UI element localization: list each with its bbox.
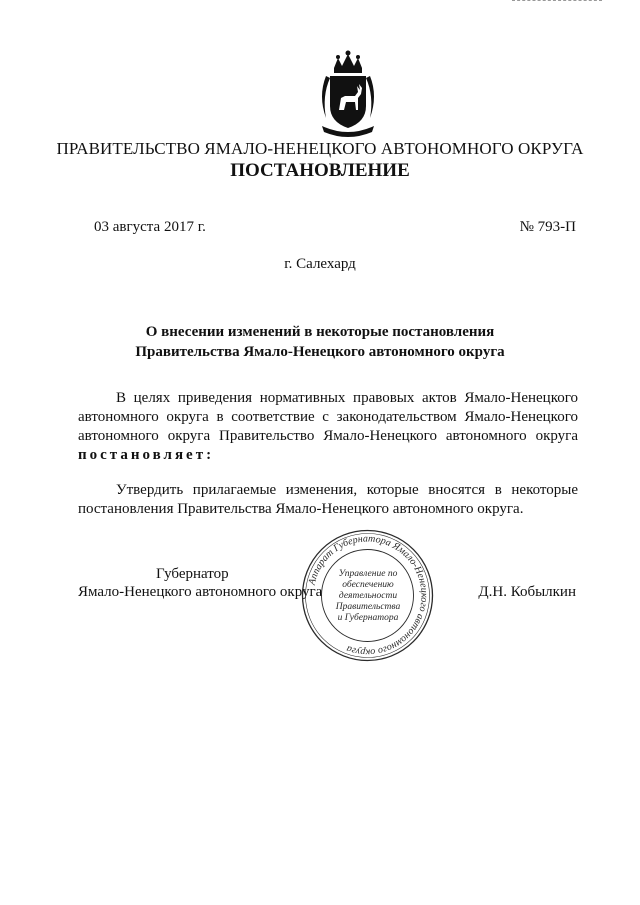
preamble-text: В целях приведения нормативных правовых актов Ямало-Ненецкого автономного округа в соответствие с законодательством Ямало-Ненецкого автономного округа Правительство Ямало-Ненецкого автономного округа xyxy=(78,390,578,444)
document-number: № 793-П xyxy=(519,219,576,235)
subject-line-1: О внесении изменений в некоторые постановления xyxy=(145,324,495,340)
signatory-title-line-1: Губернатор xyxy=(156,566,229,582)
resolution-paragraph xyxy=(78,481,578,519)
seal-inner-line-2: обеспечению xyxy=(342,580,394,590)
document-subject xyxy=(0,322,640,362)
document-type-title: ПОСТАНОВЛЕНИЕ xyxy=(230,160,410,181)
seal-inner-line-1: Управление по xyxy=(338,569,398,579)
coat-of-arms-emblem-icon xyxy=(312,46,384,140)
preamble-paragraph xyxy=(78,389,578,465)
seal-inner-line-5: и Губернатора xyxy=(337,613,399,623)
seal-inner-text xyxy=(318,569,418,624)
document-city: г. Салехард xyxy=(284,256,356,272)
seal-inner-line-3: деятельности xyxy=(338,591,398,601)
seal-inner-line-4: Правительства xyxy=(335,602,401,612)
seal-ring-text: Аппарат Губернатора Ямало-Ненецкого автономного округа xyxy=(306,533,430,658)
resolution-text: Утвердить прилагаемые изменения, которые вносятся в некоторые постановления Правительства Ямало-Ненецкого автономного округа. xyxy=(78,482,578,517)
signatory-name: Д.Н. Кобылкин xyxy=(478,584,576,600)
subject-line-2: Правительства Ямало-Ненецкого автономного округа xyxy=(135,344,505,360)
government-name: ПРАВИТЕЛЬСТВО ЯМАЛО-НЕНЕЦКОГО АВТОНОМНОГО ОКРУГА xyxy=(56,139,584,158)
signatory-title-line-2: Ямало-Ненецкого автономного округа xyxy=(78,584,323,600)
decree-word: постановляет: xyxy=(78,447,215,463)
scan-edge-mark xyxy=(512,0,602,2)
document-date: 03 августа 2017 г. xyxy=(94,219,206,235)
